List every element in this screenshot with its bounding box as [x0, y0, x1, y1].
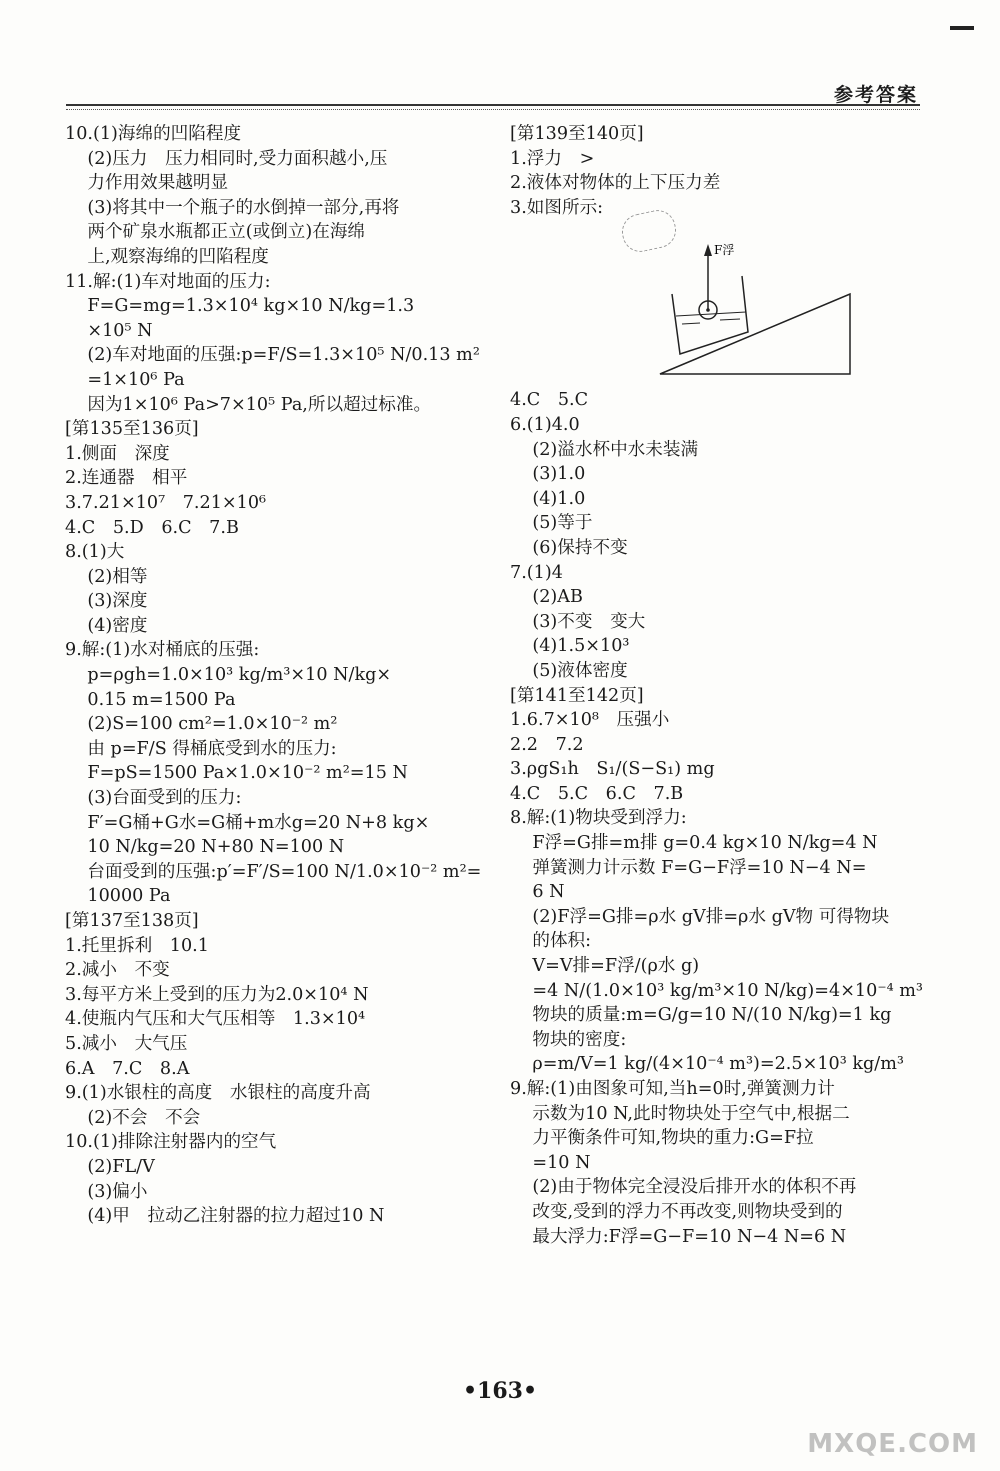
right-column-bottom-line: 4.C 5.C 6.C 7.B: [510, 783, 684, 804]
right-column-bottom-line: 弹簧测力计示数 F=G−F浮=10 N−4 N=: [510, 857, 867, 878]
right-column-top-line: 1.浮力 >: [510, 148, 595, 169]
left-column-line: [第135至136页]: [65, 419, 199, 440]
right-column-bottom-line: 的体积:: [510, 931, 592, 952]
left-column-line: 10 N/kg=20 N+80 N=100 N: [65, 837, 345, 858]
left-column-line: F=G=mg=1.3×10⁴ kg×10 N/kg=1.3: [65, 296, 415, 317]
right-column: [510, 122, 935, 1249]
corner-mark: [950, 26, 974, 30]
page-number: •163•: [462, 1378, 538, 1404]
right-column-top-line: 3.如图所示:: [510, 197, 604, 218]
left-column-line: F=pS=1500 Pa×1.0×10⁻² m²=15 N: [65, 763, 408, 784]
right-column-bottom-line: F浮=G排=m排 g=0.4 kg×10 N/kg=4 N: [510, 833, 878, 854]
right-column-bottom-line: ρ=m/V=1 kg/(4×10⁻⁴ m³)=2.5×10³ kg/m³: [510, 1054, 904, 1075]
right-column-bottom-line: (4)1.5×10³: [510, 636, 630, 657]
left-column-line: 3.每平方米上受到的压力为2.0×10⁴ N: [65, 984, 369, 1005]
left-column-line: p=ρgh=1.0×10³ kg/m³×10 N/kg×: [65, 665, 392, 686]
right-column-bottom-line: 4.C 5.C: [510, 390, 589, 411]
right-column-bottom-line: (2)由于物体完全浸没后排开水的体积不再: [510, 1177, 857, 1198]
right-column-bottom-line: (2)溢水杯中水未装满: [510, 439, 699, 460]
left-column-line: (3)将其中一个瓶子的水倒掉一部分,再将: [65, 197, 400, 218]
left-column-line: 4.C 5.D 6.C 7.B: [65, 517, 239, 538]
left-column-line: 11.解:(1)车对地面的压力:: [65, 271, 271, 292]
right-column-bottom-line: (4)1.0: [510, 488, 586, 509]
left-column-line: (2)FL/V: [65, 1156, 155, 1177]
left-column-line: (3)偏小: [65, 1181, 148, 1202]
right-column-bottom-line: 力平衡条件可知,物块的重力:G=F拉: [510, 1128, 814, 1149]
right-column-bottom-line: (2)F浮=G排=ρ水 gV排=ρ水 gV物 可得物块: [510, 906, 890, 927]
left-column-line: 1.侧面 深度: [65, 443, 170, 464]
watermark: MXQE.COM: [807, 1429, 978, 1459]
right-column-bottom-line: (3)不变 变大: [510, 611, 646, 632]
left-column-line: (2)不会 不会: [65, 1107, 201, 1128]
header-title: 参考答案: [833, 84, 918, 106]
right-column-bottom-line: 最大浮力:F浮=G−F=10 N−4 N=6 N: [510, 1226, 847, 1247]
left-column-line: [第137至138页]: [65, 911, 199, 931]
left-column-line: 5.减小 大气压: [65, 1033, 188, 1054]
buoyancy-figure: [510, 220, 935, 388]
right-column-bottom-line: 改变,受到的浮力不再改变,则物块受到的: [510, 1201, 843, 1222]
left-column-line: =1×10⁶ Pa: [65, 369, 185, 390]
header-rule-dotted: [66, 109, 920, 110]
left-column-line: 10.(1)排除注射器内的空气: [65, 1132, 277, 1153]
left-column-line: 由 p=F/S 得桶底受到水的压力:: [65, 738, 337, 759]
left-column-line: 9.(1)水银柱的高度 水银柱的高度升高: [65, 1083, 371, 1104]
left-column-line: 2.连通器 相平: [65, 468, 188, 489]
left-column-line: 力作用效果越明显: [65, 173, 229, 194]
right-column-bottom-line: (5)液体密度: [510, 660, 628, 681]
right-column-bottom-line: =4 N/(1.0×10³ kg/m³×10 N/kg)=4×10⁻⁴ m³: [510, 980, 923, 1001]
right-column-bottom-line: 6.(1)4.0: [510, 414, 580, 435]
right-column-bottom-line: 8.解:(1)物块受到浮力:: [510, 808, 687, 829]
right-column-bottom-line: 1.6.7×10⁸ 压强小: [510, 710, 670, 731]
left-column-line: (3)深度: [65, 591, 148, 612]
left-column-line: (4)甲 拉动乙注射器的拉力超过10 N: [65, 1206, 385, 1227]
left-column-line: ×10⁵ N: [65, 320, 153, 341]
left-column-line: 3.7.21×10⁷ 7.21×10⁶: [65, 492, 267, 513]
left-column-line: 1.托里拆利 10.1: [65, 935, 209, 956]
right-column-bottom-line: 物块的质量:m=G/g=10 N/(10 N/kg)=1 kg: [510, 1005, 892, 1026]
right-column-bottom-line: 6 N: [510, 882, 565, 903]
left-column-line: 两个矿泉水瓶都正立(或倒立)在海绵: [65, 222, 366, 243]
left-column-line: 2.减小 不变: [65, 960, 170, 981]
left-column-line: 10000 Pa: [65, 886, 171, 907]
left-column-line: 因为1×10⁶ Pa>7×10⁵ Pa,所以超过标准。: [65, 394, 432, 415]
left-column-line: (2)车对地面的压强:p=F/S=1.3×10⁵ N/0.13 m²: [65, 345, 480, 366]
left-column-line: (2)压力 压力相同时,受力面积越小,压: [65, 148, 388, 169]
left-column-line: (2)S=100 cm²=1.0×10⁻² m²: [65, 714, 338, 735]
right-column-bottom-line: 3.ρgS₁h S₁/(S−S₁) mg: [510, 759, 715, 780]
right-column-bottom-line: (2)AB: [510, 587, 583, 608]
right-column-bottom-line: 物块的密度:: [510, 1029, 627, 1050]
left-column-line: 上,观察海绵的凹陷程度: [65, 246, 269, 267]
left-column-line: F′=G桶+G水=G桶+m水g=20 N+8 kg×: [65, 812, 430, 833]
left-column-line: 9.解:(1)水对桶底的压强:: [65, 640, 260, 661]
right-column-bottom-line: 9.解:(1)由图象可知,当h=0时,弹簧测力计: [510, 1079, 835, 1099]
left-column-line: 4.使瓶内气压和大气压相等 1.3×10⁴: [65, 1009, 366, 1030]
left-column-line: (4)密度: [65, 615, 148, 636]
right-column-bottom-line: (3)1.0: [510, 464, 586, 485]
right-column-bottom-line: (5)等于: [510, 513, 593, 534]
right-column-bottom-line: [第141至142页]: [510, 685, 644, 706]
left-column-line: 10.(1)海绵的凹陷程度: [65, 124, 242, 144]
right-column-top-line: [第139至140页]: [510, 124, 644, 144]
left-column-line: 台面受到的压强:p′=F′/S=100 N/1.0×10⁻² m²=: [65, 861, 482, 882]
left-column: [65, 122, 490, 1229]
header-rule: [66, 104, 920, 106]
left-column-line: 8.(1)大: [65, 542, 125, 563]
right-column-bottom-line: 7.(1)4: [510, 562, 563, 583]
right-column-bottom-line: V=V排=F浮/(ρ水 g): [510, 956, 700, 977]
right-column-bottom-line: 示数为10 N,此时物块处于空气中,根据二: [510, 1103, 850, 1124]
left-column-line: (2)相等: [65, 566, 148, 587]
right-column-bottom-line: =10 N: [510, 1152, 591, 1173]
right-column-bottom-line: (6)保持不变: [510, 537, 628, 558]
left-column-line: 6.A 7.C 8.A: [65, 1058, 190, 1079]
left-column-line: (3)台面受到的压力:: [65, 788, 242, 809]
right-column-bottom-line: 2.2 7.2: [510, 734, 584, 755]
right-column-top-line: 2.液体对物体的上下压力差: [510, 173, 721, 194]
left-column-line: 0.15 m=1500 Pa: [65, 689, 236, 710]
force-label: F浮: [714, 243, 735, 258]
